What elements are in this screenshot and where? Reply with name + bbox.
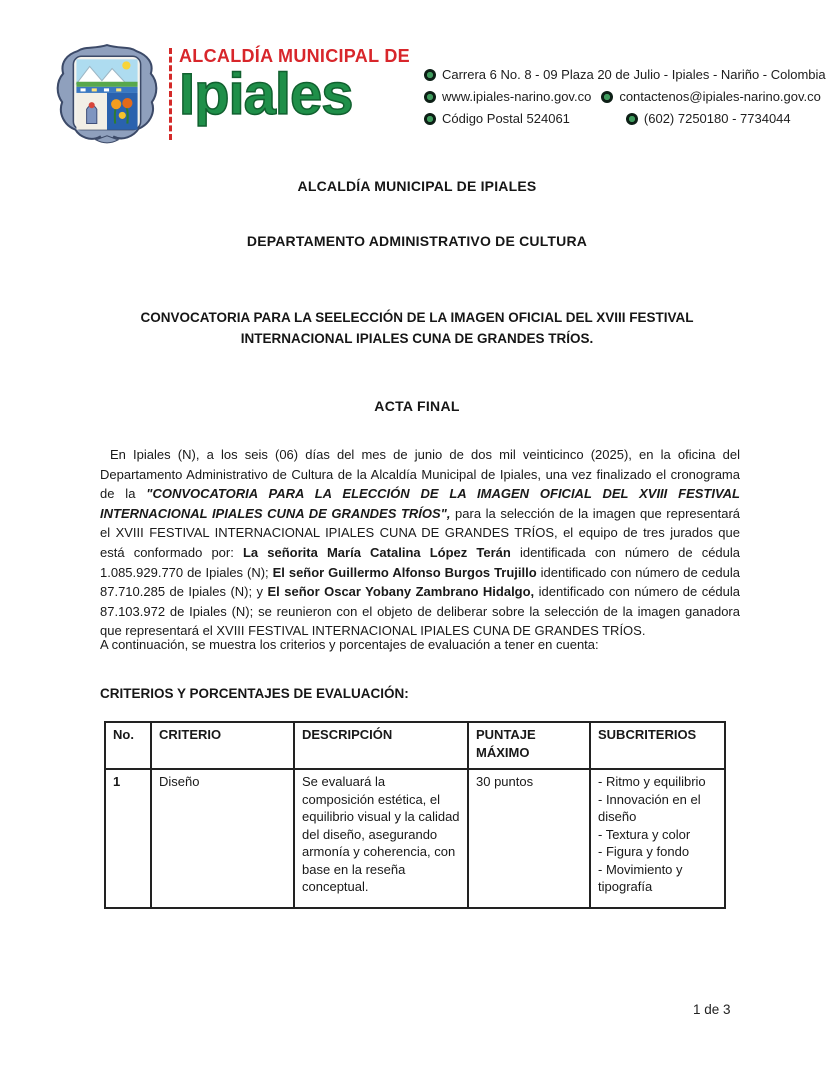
- page-number: 1 de 3: [693, 1002, 731, 1017]
- address-text: Carrera 6 No. 8 - 09 Plaza 20 de Julio - Ipiales - Nariño - Colombia: [441, 67, 826, 82]
- cell-subcriterios: - Ritmo y equilibrio - Innovación en el diseño - Textura y color - Figura y fondo - Movimiento y tipografía: [590, 769, 725, 908]
- acta-body-paragraph: En Ipiales (N), a los seis (06) días del mes de junio de dos mil veinticinco (2025), en la oficina del Departamento Administrativo de Cultura de la Alcaldía Municipal de Ipiales, una vez finalizado el cronograma de la "CONVOCATORIA PARA LA ELECCIÓN DE LA IMAGEN OFICIAL DEL XVIII FESTIVAL INTERNACIONAL IPIALES CUNA DE GRANDES TRÍOS", para la selección de la imagen que representará el XVIII FESTIVAL INTERNACIONAL IPIALES CUNA DE GRANDES TRÍOS, el equipo de tres jurados que está conformado por: La señorita María Catalina López Terán identificada con número de cédula 1.085.929.770 de Ipiales (N); El señor Guillermo Alfonso Burgos Trujillo identificado con número de cedula 87.710.285 de Ipiales (N); y El señor Oscar Yobany Zambrano Hidalgo, identificado con número de cédula 87.103.972 de Ipiales (N); se reunieron con el objeto de deliberar sobre la selección de la imagen ganadora que representará el XVIII FESTIVAL INTERNACIONAL IPIALES CUNA DE GRANDES TRÍOS.: [100, 447, 741, 639]
- contact-postal-line: [424, 108, 826, 130]
- cell-descripcion: Se evaluará la composición estética, el equilibrio visual y la calidad del diseño, asegurando armonía y coherencia, con base en la reseña conceptual.: [294, 769, 468, 908]
- contact-block: [424, 64, 826, 130]
- phone-icon: [626, 113, 638, 125]
- location-icon: [424, 69, 436, 81]
- postal-text: Código Postal 524061: [441, 111, 570, 126]
- criteria-section-heading: CRITERIOS Y PORCENTAJES DE EVALUACIÓN:: [100, 686, 409, 701]
- header-no: No.: [105, 722, 151, 769]
- header-subcriterios: SUBCRITERIOS: [590, 722, 725, 769]
- contact-web-line: [424, 86, 826, 108]
- red-divider: [169, 48, 172, 140]
- criteria-intro-line: A continuación, se muestra los criterios y porcentajes de evaluación a tener en cuenta:: [100, 637, 599, 652]
- table-row: [105, 769, 725, 908]
- email-icon: [601, 91, 613, 103]
- phone-text: (602) 7250180 - 7734044: [643, 111, 791, 126]
- wordmark: [179, 46, 410, 127]
- header-criterio: CRITERIO: [151, 722, 294, 769]
- criteria-table: [104, 721, 726, 909]
- globe-icon: [424, 91, 436, 103]
- title-convocatoria: CONVOCATORIA PARA LA SEELECCIÓN DE LA IMAGEN OFICIAL DEL XVIII FESTIVAL INTERNACIONAL IPIALES CUNA DE GRANDES TRÍOS.: [140, 310, 694, 346]
- header-puntaje: PUNTAJE MÁXIMO: [468, 722, 590, 769]
- cell-criterio: Diseño: [151, 769, 294, 908]
- header-descripcion: DESCRIPCIÓN: [294, 722, 468, 769]
- brand-name-text: Ipiales: [179, 62, 353, 127]
- letterhead: [48, 42, 826, 148]
- mailbox-icon: [424, 113, 436, 125]
- table-header-row: [105, 722, 725, 769]
- cell-no: 1: [105, 769, 151, 908]
- cell-puntaje: 30 puntos: [468, 769, 590, 908]
- ipiales-coat-of-arms: [48, 42, 166, 148]
- title-departamento: DEPARTAMENTO ADMINISTRATIVO DE CULTURA: [246, 233, 588, 249]
- contact-address-line: [424, 64, 826, 86]
- title-alcaldia: ALCALDÍA MUNICIPAL DE IPIALES: [297, 178, 537, 194]
- website-text: www.ipiales-narino.gov.co: [441, 89, 592, 104]
- title-acta-final: ACTA FINAL: [374, 398, 460, 414]
- brand-top-text: ALCALDÍA MUNICIPAL DE: [179, 46, 410, 66]
- email-text: contactenos@ipiales-narino.gov.co: [619, 89, 821, 104]
